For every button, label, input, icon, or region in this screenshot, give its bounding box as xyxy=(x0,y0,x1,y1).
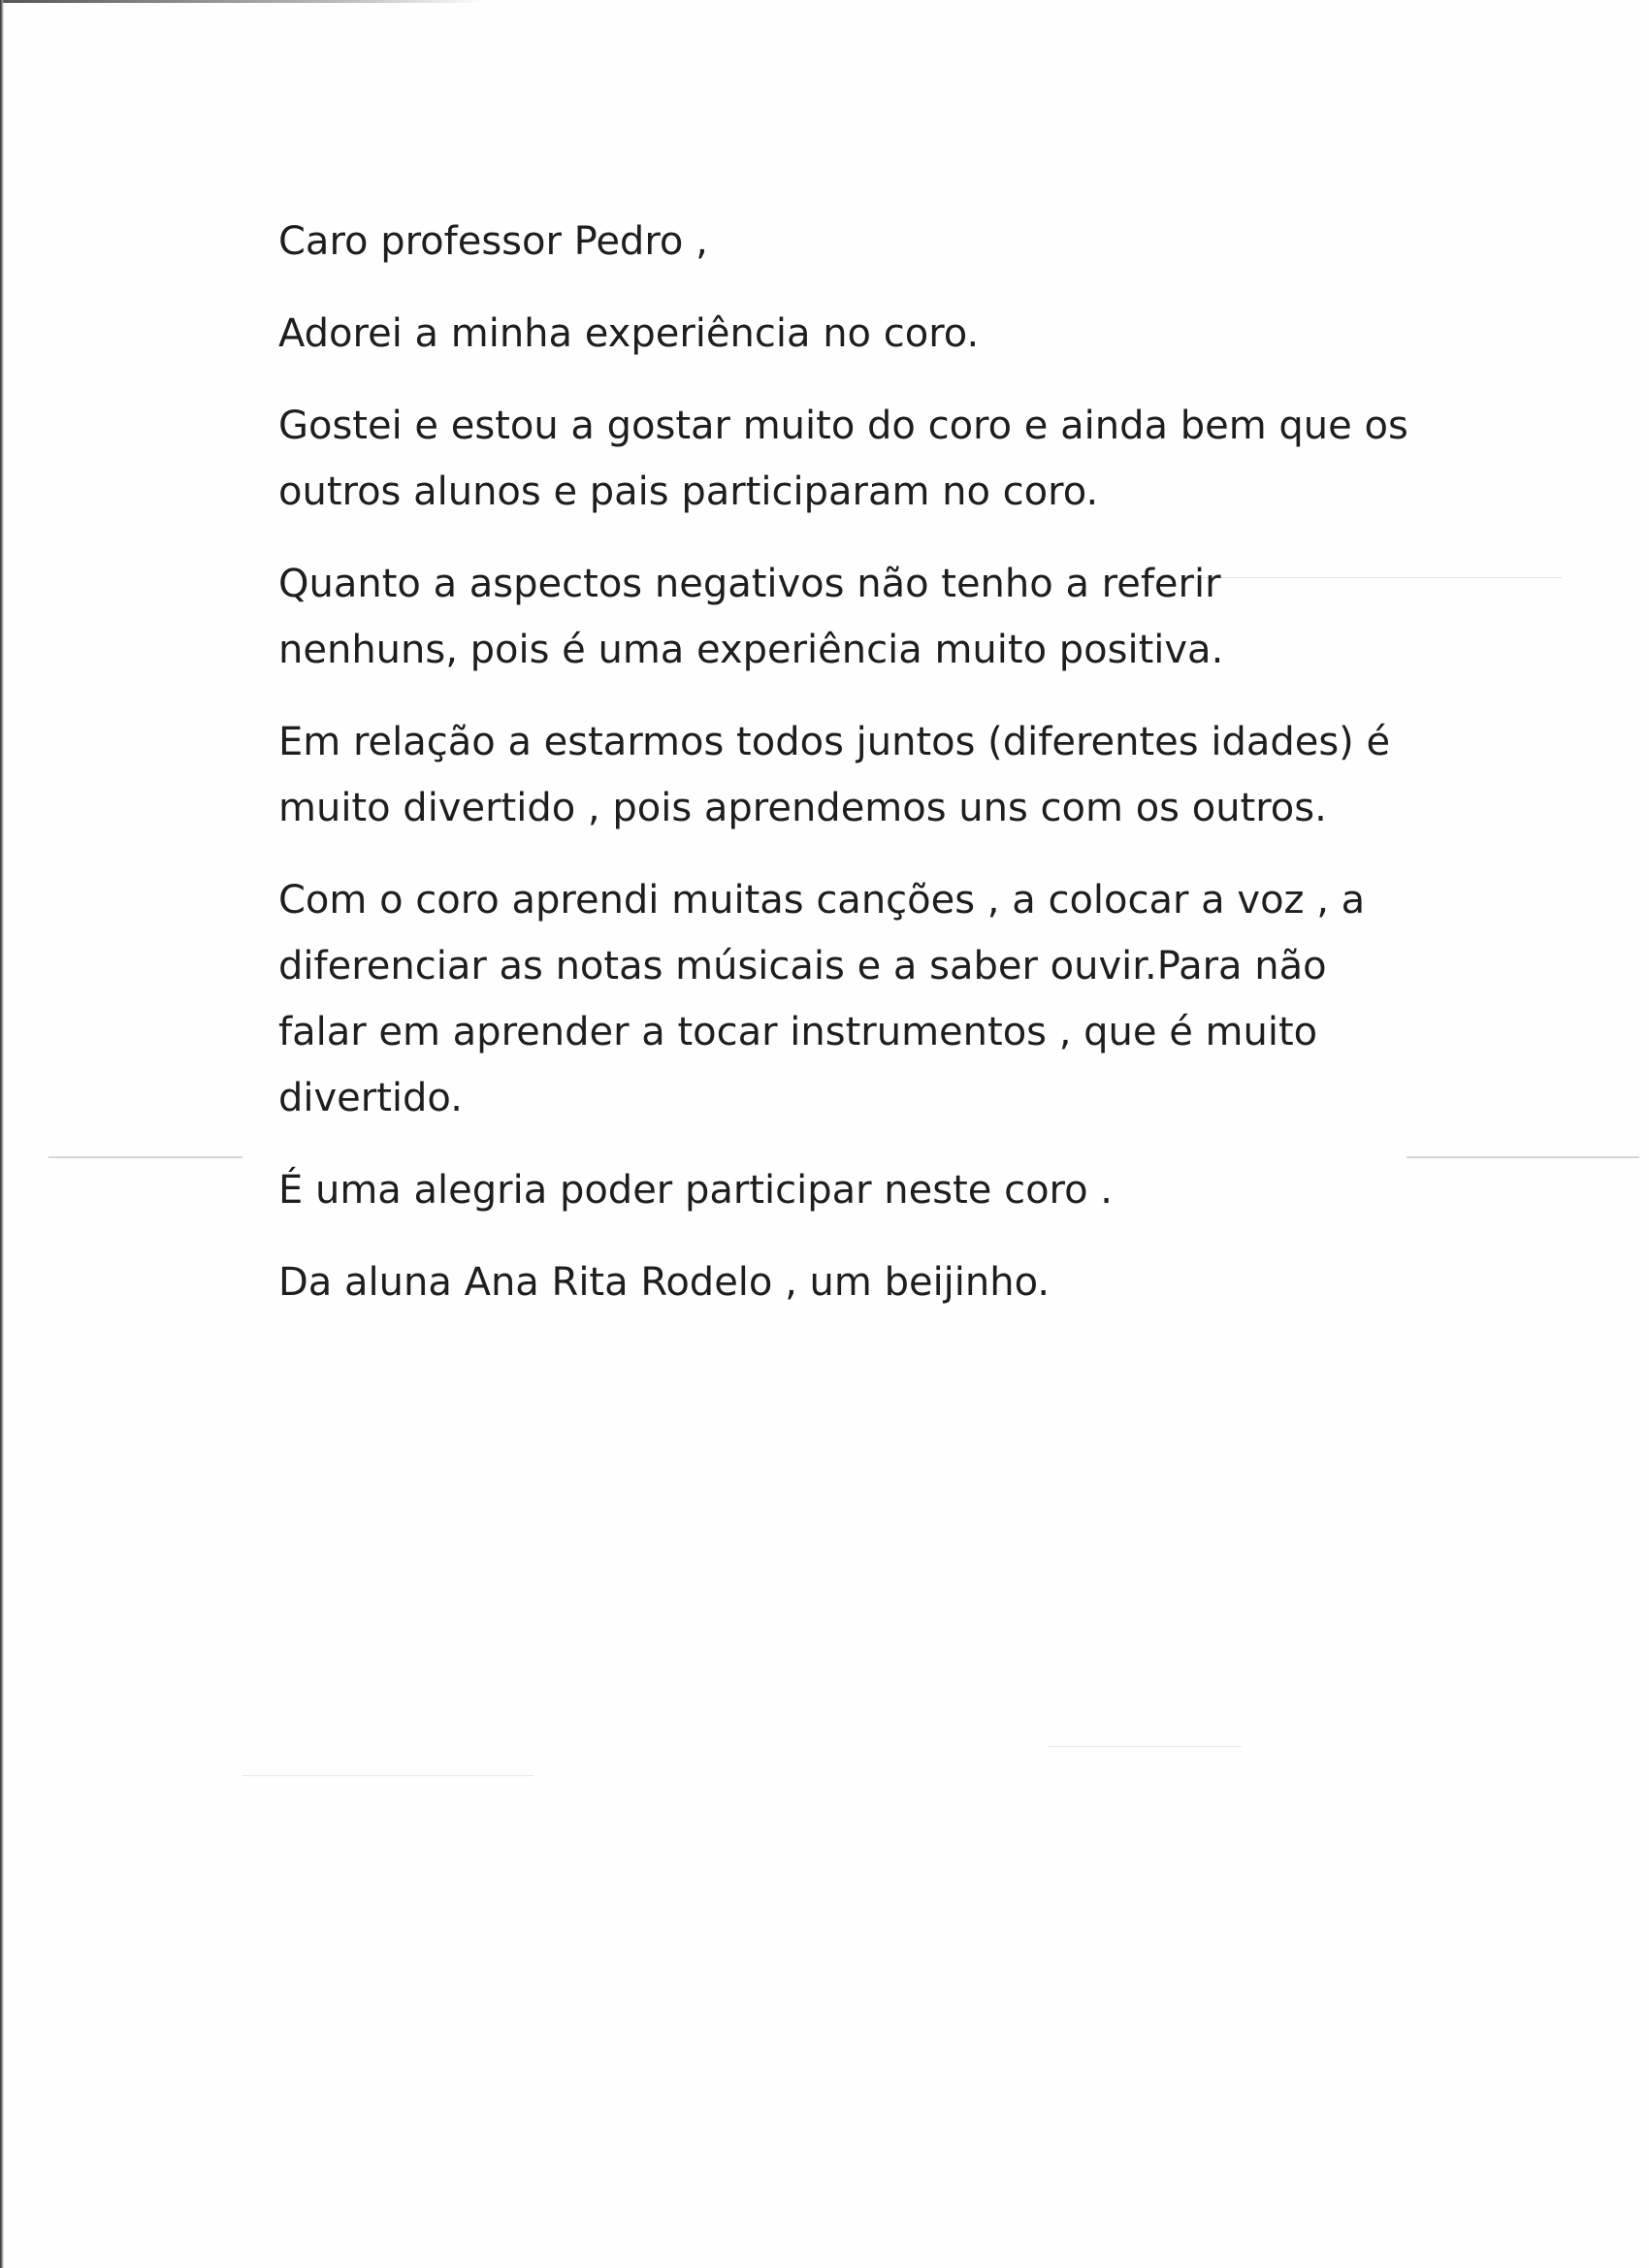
scan-left-edge xyxy=(0,0,4,2268)
paragraph-ages xyxy=(278,709,1501,841)
text-line: Da aluna Ana Rita Rodelo , um beijinho. xyxy=(278,1260,1051,1305)
paragraph-negatives xyxy=(278,551,1501,683)
text-line: falar em aprender a tocar instrumentos , que é muito xyxy=(278,1010,1318,1054)
paragraph-enjoyment xyxy=(278,393,1501,525)
letter-greeting: Caro professor Pedro , xyxy=(278,219,708,264)
text-line: outros alunos e pais participaram no coro. xyxy=(278,470,1099,514)
letter-signoff xyxy=(278,1249,1501,1315)
scan-top-edge xyxy=(0,0,485,3)
text-line: nenhuns, pois é uma experiência muito positiva. xyxy=(278,628,1224,672)
paragraph-learning xyxy=(278,867,1501,1131)
fold-mark xyxy=(242,1775,534,1776)
text-line: Gostei e estou a gostar muito do coro e ainda bem que os xyxy=(278,404,1408,448)
text-line: divertido. xyxy=(278,1076,463,1120)
text-line: diferenciar as notas músicais e a saber ouvir.Para não xyxy=(278,944,1327,988)
paragraph-experience xyxy=(278,301,1501,367)
letter-body xyxy=(278,209,1501,1342)
paragraph-joy xyxy=(278,1157,1501,1223)
text-line: Adorei a minha experiência no coro. xyxy=(278,311,980,356)
text-line: Quanto a aspectos negativos não tenho a referir xyxy=(278,562,1221,606)
text-line: Em relação a estarmos todos juntos (diferentes idades) é xyxy=(278,720,1391,764)
text-line: Com o coro aprendi muitas canções , a colocar a voz , a xyxy=(278,878,1366,923)
fold-mark xyxy=(1048,1746,1242,1747)
fold-mark xyxy=(48,1156,242,1158)
text-line: muito divertido , pois aprendemos uns com os outros. xyxy=(278,786,1327,830)
text-line: É uma alegria poder participar neste coro . xyxy=(278,1168,1114,1213)
